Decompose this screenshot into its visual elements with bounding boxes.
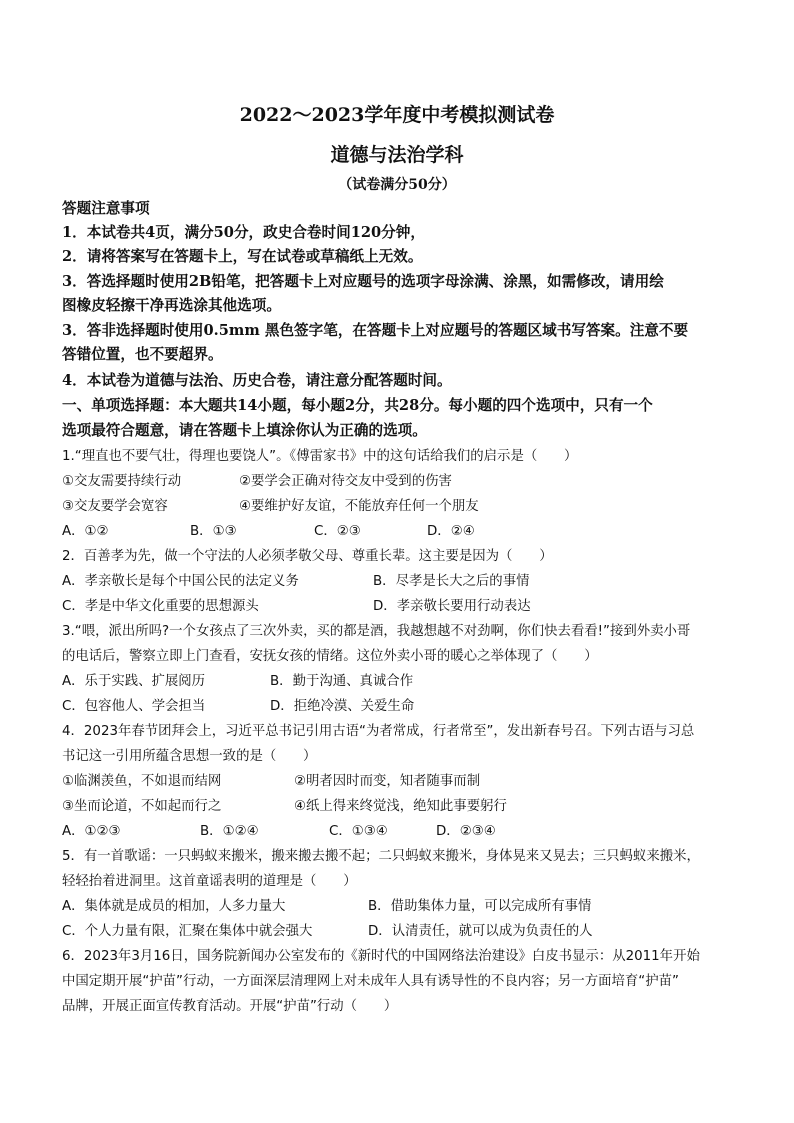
statement-option: ④要维护好友谊，不能放弃任何一个朋友: [239, 499, 479, 514]
statement-option: ④纸上得来终觉浅，绝知此事要躬行: [294, 799, 507, 814]
question-stem: 1.“理直也不要气壮，得理也要饶人”。《傅雷家书》中的这句话给我们的启示是（ ）: [62, 449, 578, 464]
note-item: 4．本试卷为道德与法治、历史合卷，请注意分配答题时间。: [62, 372, 452, 389]
answer-choice-d: D．认清责任，就可以成为负责任的人: [368, 924, 593, 939]
answer-choice-d: D．②④: [427, 524, 475, 539]
score-note: （试卷满分50分）: [338, 177, 456, 193]
statement-option: ①交友需要持续行动: [62, 474, 182, 489]
answer-choice-a: A．乐于实践、扩展阅历: [62, 674, 206, 689]
note-item: 2．请将答案写在答题卡上，写在试卷或草稿纸上无效。: [62, 248, 423, 265]
question-stem-continued: 书记这一引用所蕴含思想一致的是（ ）: [62, 749, 317, 764]
question-stem-continued: 轻轻抬着进洞里。这首童谣表明的道理是（ ）: [62, 874, 357, 889]
subject-title: 道德与法治学科: [330, 144, 464, 166]
question-stem: 5．有一首歌谣：一只蚂蚁来搬米，搬来搬去搬不起；二只蚂蚁来搬米，身体晃来又晃去；三只蚂蚁来搬米，: [62, 849, 700, 864]
answer-choice-b: B．①②④: [200, 824, 259, 839]
answer-choice-c: C．孝是中华文化重要的思想源头: [62, 599, 259, 614]
answer-choice-c: C．包容他人、学会担当: [62, 699, 206, 714]
answer-choice-a: A．集体就是成员的相加，人多力量大: [62, 899, 286, 914]
question-stem: 3.“喂，派出所吗?一个女孩点了三次外卖，买的都是酒，我越想越不对劲啊，你们快去看看!”接到外卖小哥: [62, 624, 691, 639]
question-stem-continued: 的电话后，警察立即上门查看，安抚女孩的情绪。这位外卖小哥的暖心之举体现了（ ）: [62, 649, 598, 664]
section-instruction: 选项最符合题意，请在答题卡上填涂你认为正确的选项。: [62, 422, 427, 439]
answer-choice-a: A．①②: [62, 524, 109, 539]
answer-choice-d: D．②③④: [436, 824, 496, 839]
question-stem: 2．百善孝为先，做一个守法的人必须孝敬父母、尊重长辈。这主要是因为（ ）: [62, 549, 553, 564]
answer-choice-d: D．拒绝冷漠、关爱生命: [270, 699, 415, 714]
statement-option: ②明者因时而变，知者随事而制: [294, 774, 481, 789]
statement-option: ①临渊羡鱼，不如退而结网: [62, 774, 222, 789]
answer-choice-d: D．孝亲敬长要用行动表达: [373, 599, 531, 614]
answer-choice-a: A．①②③: [62, 824, 121, 839]
statement-option: ②要学会正确对待交友中受到的伤害: [239, 474, 452, 489]
question-stem-continued: 中国定期开展“护苗”行动，一方面深层清理网上对未成年人具有诱导性的不良内容；另一方面培育“护苗”: [62, 974, 679, 989]
answer-choice-b: B．①③: [190, 524, 237, 539]
note-item: 3．答选择题时使用2B铅笔，把答题卡上对应题号的选项字母涂满、涂黑，如需修改，请用绘: [62, 273, 664, 290]
answer-choice-b: B．借助集体力量，可以完成所有事情: [368, 899, 592, 914]
statement-option: ③坐而论道，不如起而行之: [62, 799, 222, 814]
note-item: 3．答非选择题时使用0.5mm 黑色签字笔，在答题卡上对应题号的答题区域书写答案。注意不要: [62, 322, 689, 339]
answer-choice-b: B．尽孝是长大之后的事情: [373, 574, 530, 589]
exam-title: 2022～2023学年度中考模拟测试卷: [239, 104, 555, 126]
answer-choice-b: B．勤于沟通、真诚合作: [270, 674, 414, 689]
note-item: 1．本试卷共4页，满分50分，政史合卷时间120分钟，: [62, 224, 425, 241]
answer-choice-c: C．个人力量有限，汇聚在集体中就会强大: [62, 924, 313, 939]
answer-choice-a: A．孝亲敬长是每个中国公民的法定义务: [62, 574, 299, 589]
section-heading: 一、单项选择题：本大题共14小题，每小题2分，共28分。每小题的四个选项中，只有一个: [62, 397, 653, 414]
note-item: 答错位置，也不要超界。: [62, 346, 223, 363]
answer-choice-c: C．①③④: [329, 824, 388, 839]
question-stem: 4．2023年春节团拜会上，习近平总书记引用古语“为者常成，行者常至”，发出新春号召。下列古语与习总: [62, 724, 695, 739]
notes-heading: 答题注意事项: [62, 200, 150, 217]
question-stem-continued: 品牌，开展正面宣传教育活动。开展“护苗”行动（ ）: [62, 999, 398, 1014]
answer-choice-c: C．②③: [314, 524, 361, 539]
note-item: 图橡皮轻擦干净再选涂其他选项。: [62, 297, 281, 314]
question-stem: 6．2023年3月16日，国务院新闻办公室发布的《新时代的中国网络法治建设》白皮书显示：从2011年开始: [62, 949, 700, 964]
statement-option: ③交友要学会宽容: [62, 499, 168, 514]
